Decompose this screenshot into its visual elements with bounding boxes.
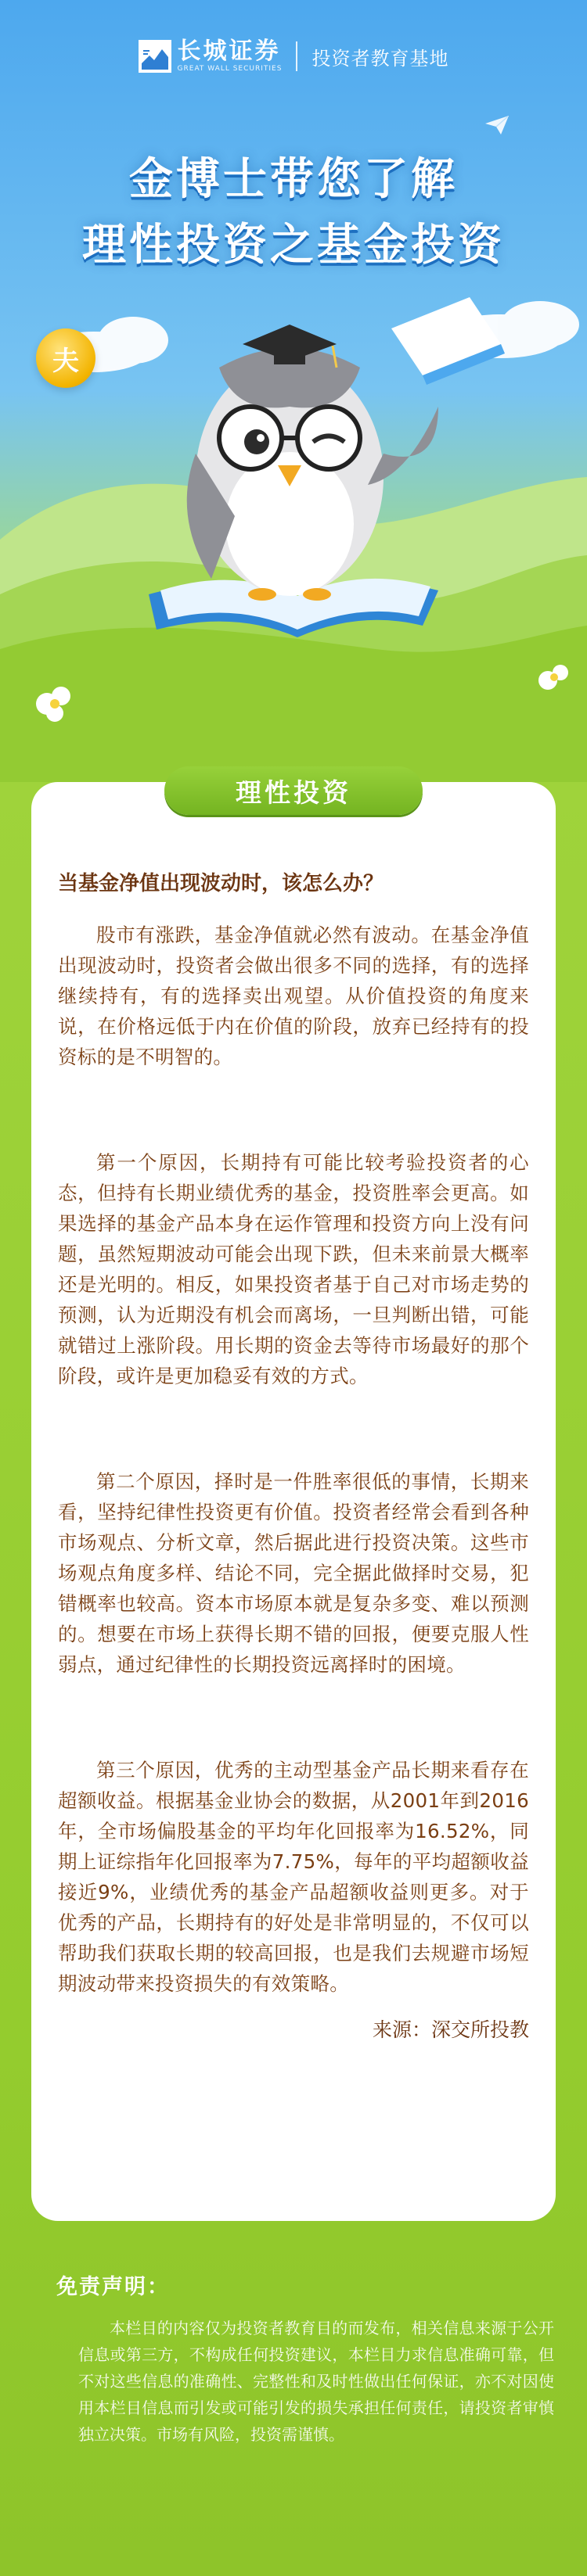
paper-plane-icon [485,116,509,135]
title-line-2: 理性投资之基金投资 [82,220,505,271]
page-title [0,147,587,278]
paragraph-reason-2: 第二个原因，择时是一件胜率很低的事情，长期来看，坚持纪律性投资更有价值。投资者经常会看到各种市场观点、分析文章，然后据此进行投资决策。这些市场观点角度多样、结论不同，完全据此做择时交易，犯错概率也较高。资本市场原本就是复杂多变、难以预测的。想要在市场上获得长期不错的回报，便要克服人性弱点，通过纪律性的长期投资远离择时的困境。 [58,1470,529,1676]
article-body [58,868,529,2046]
book-icon [391,297,505,385]
disclaimer-title: 免责声明： [56,2275,170,2299]
card-tab: 理性投资 [164,766,423,815]
paragraph-intro: 股市有涨跌，基金净值就必然有波动。在基金净值出现波动时，投资者会做出很多不同的选择，有的选择继续持有，有的选择卖出观望。从价值投资的角度来说，在价格远低于内在价值的阶段，放弃已经持有的投资标的是不明智的。 [58,924,529,1068]
brand-bar [0,33,587,80]
divider [296,41,297,71]
coin-label: 夫 [52,345,79,377]
question-title: 当基金净值出现波动时，该怎么办？ [58,872,384,895]
brand-text [178,39,283,74]
brand-subtitle: 投资者教育基地 [312,47,449,70]
coin-icon [36,328,95,388]
great-wall-logo-icon [139,40,171,73]
brand-en: GREAT WALL SECURITIES [177,65,283,73]
disclaimer-text: 本栏目的内容仅为投资者教育目的而发布，相关信息来源于公开信息或第三方，不构成任何投资建议，本栏目力求信息准确可靠，但不对这些信息的准确性、完整性和及时性做出任何保证，亦不对因使用本栏目信息而引发或可能引发的损失承担任何责任，请投资者审慎独立决策。市场有风险，投资需谨慎。 [78,2319,554,2444]
paragraph-reason-3: 第三个原因，优秀的主动型基金产品长期来看存在超额收益。根据基金业协会的数据，从2001年到2016年，全市场偏股基金的平均年化回报率为16.52%，同期上证综指年化回报率为7.75%，每年的平均超额收益接近9%，业绩优秀的基金产品超额收益则更多。对于优秀的产品，长期持有的好处是非常明显的，不仅可以帮助我们获取长期的较高回报，也是我们去规避市场短期波动带来投资损失的有效策略。 [58,1759,529,1995]
brand-name: 长城证券 [177,38,281,65]
source-line: 来源：深交所投教 [372,2018,529,2041]
paragraph-reason-1: 第一个原因，长期持有可能比较考验投资者的心态，但持有长期业绩优秀的基金，投资胜率会更高。如果选择的基金产品本身在运作管理和投资方向上没有问题，虽然短期波动可能会出现下跌，但未来前景大概率还是光明的。相反，如果投资者基于自己对市场走势的预测，认为近期没有机会而离场，一旦判断出错，可能就错过上涨阶段。用长期的资金去等待市场最好的那个阶段，或许是更加稳妥有效的方式。 [58,1151,529,1387]
title-line-1: 金博士带您了解 [129,154,458,205]
